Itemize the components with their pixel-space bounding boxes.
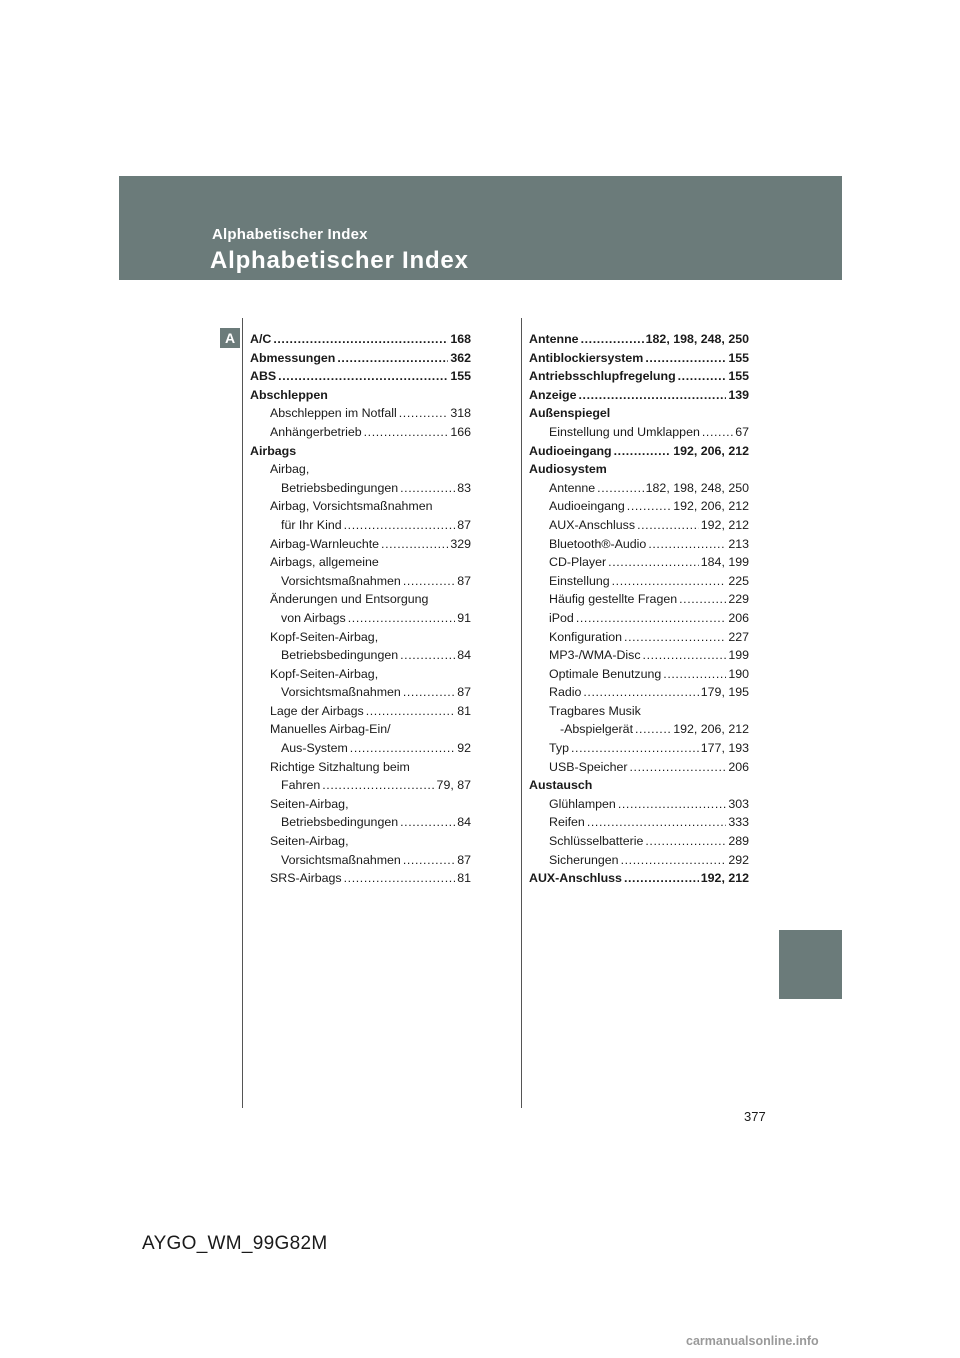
entry-label: AUX-Anschluss [529,871,622,886]
index-subentry [250,553,471,572]
entry-label: Außenspiegel [529,406,611,421]
entry-label: Anzeige [529,387,577,402]
entry-label: Abschleppen im Notfall [270,406,397,421]
index-subentry [250,813,471,832]
index-subentry [250,423,471,442]
page-reference: 190 [728,666,749,681]
index-entry [250,442,471,461]
page-reference: 206 [728,759,749,774]
index-subentry [250,795,471,814]
page-reference: 166 [450,424,471,439]
entry-label: Betriebsbedingungen [281,648,399,663]
leader-dots [606,553,699,572]
index-subentry [529,832,749,851]
entry-label: Vorsichtsmaßnahmen [281,573,401,588]
page-reference: 192, 206, 212 [673,722,749,737]
index-column-left [250,330,471,888]
chapter-thumb-tab [779,930,842,999]
leader-dots [700,423,733,442]
page-reference: 229 [728,592,749,607]
entry-label: Lage der Airbags [270,703,364,718]
entry-label: A/C [250,332,272,346]
leader-dots [401,851,455,870]
entry-label: von Airbags [281,610,346,625]
leader-dots [320,776,434,795]
leader-dots [398,479,455,498]
page-reference: 329 [450,536,471,551]
index-subentry [250,516,471,535]
index-letter-badge: A [220,328,240,348]
page-reference: 92 [457,741,471,756]
leader-dots [661,665,726,684]
index-entry [529,869,749,888]
index-subentry [529,572,749,591]
index-subentry [529,758,749,777]
entry-label: Glühlampen [549,796,616,811]
index-entry [250,367,471,386]
leader-dots [397,404,449,423]
page-reference: 206 [728,610,749,625]
index-entry [529,460,749,479]
index-subentry [529,646,749,665]
page-title: Alphabetischer Index [210,247,469,274]
index-subentry [250,535,471,554]
entry-label: Aus-System [281,741,348,756]
index-subentry [250,479,471,498]
entry-label: Richtige Sitzhaltung beim [270,759,410,774]
leader-dots [569,739,699,758]
leader-dots [646,535,726,554]
leader-dots [346,609,455,628]
page-reference: 83 [457,480,471,495]
leader-dots [574,609,727,628]
page-reference: 227 [728,629,749,644]
entry-label: Austausch [529,778,593,793]
document-code: AYGO_WM_99G82M [142,1233,328,1254]
page-reference: 192, 206, 212 [673,499,749,514]
section-title: Alphabetischer Index [212,226,368,243]
page-reference: 292 [728,852,749,867]
page-reference: 155 [728,369,749,384]
page-reference: 168 [450,332,471,346]
index-subentry [529,590,749,609]
watermark: carmanualsonline.info [686,1334,819,1348]
page-reference: 318 [450,406,471,421]
index-subentry [529,702,749,721]
page-reference: 303 [728,796,749,811]
index-subentry [250,758,471,777]
page-reference: 155 [450,369,471,384]
leader-dots [271,330,448,349]
page-reference: 81 [457,871,471,886]
entry-label: Airbag-Warnleuchte [270,536,380,551]
entry-label: Betriebsbedingungen [281,815,399,830]
entry-label: Häufig gestellte Fragen [549,592,678,607]
leader-dots [579,330,644,349]
leader-dots [398,646,455,665]
leader-dots [364,702,456,721]
index-subentry [529,423,749,442]
page-reference: 182, 198, 248, 250 [645,480,749,495]
leader-dots [616,795,727,814]
entry-label: Antriebsschlupfregelung [529,369,676,384]
entry-label: Airbags [250,443,297,458]
entry-label: Seiten-Airbag, [270,834,349,849]
page-reference: 84 [457,815,471,830]
entry-label: Airbag, [270,462,310,477]
page-reference: 81 [457,703,471,718]
leader-dots [628,758,727,777]
entry-label: Optimale Benutzung [549,666,662,681]
index-subentry [250,720,471,739]
entry-label: Audioeingang [529,443,612,458]
leader-dots [622,869,699,888]
entry-label: Sicherungen [549,852,619,867]
index-subentry [250,702,471,721]
index-subentry [250,832,471,851]
entry-label: Änderungen und Entsorgung [270,592,429,607]
entry-label: -Abspielgerät [560,722,634,737]
index-subentry [250,628,471,647]
leader-dots [362,423,449,442]
page-reference: 225 [728,573,749,588]
page-reference: 84 [457,648,471,663]
entry-label: Airbag, Vorsichtsmaßnahmen [270,499,433,514]
index-subentry [250,404,471,423]
index-subentry [250,776,471,795]
page-reference: 184, 199 [700,555,749,570]
entry-label: Abmessungen [250,350,336,365]
index-subentry [529,795,749,814]
index-entry [250,386,471,405]
leader-dots [610,572,727,591]
leader-dots [643,349,726,368]
page-reference: 182, 198, 248, 250 [645,332,749,346]
index-entry [529,367,749,386]
leader-dots [677,590,726,609]
leader-dots [641,646,727,665]
leader-dots [633,720,671,739]
page-reference: 155 [728,350,749,365]
page-reference: 87 [457,852,471,867]
index-subentry [529,851,749,870]
index-subentry [529,739,749,758]
leader-dots [276,367,448,386]
entry-label: Schlüsselbatterie [549,834,644,849]
leader-dots [585,813,726,832]
leader-dots [577,386,727,405]
leader-dots [401,683,455,702]
entry-label: Abschleppen [250,387,328,402]
page-reference: 79, 87 [436,778,471,793]
entry-label: Airbags, allgemeine [270,555,379,570]
leader-dots [335,349,448,368]
entry-label: Kopf-Seiten-Airbag, [270,629,379,644]
index-subentry [529,516,749,535]
entry-label: Seiten-Airbag, [270,796,349,811]
page-reference: 362 [450,350,471,365]
leader-dots [398,813,455,832]
index-subentry [250,683,471,702]
entry-label: iPod [549,610,574,625]
page-number: 377 [744,1109,766,1124]
page-reference: 199 [728,648,749,663]
index-subentry [529,553,749,572]
entry-label: Reifen [549,815,585,830]
leader-dots [581,683,698,702]
index-subentry [250,590,471,609]
entry-label: Einstellung [549,573,610,588]
leader-dots [612,442,672,461]
index-entry [529,776,749,795]
leader-dots [625,497,671,516]
entry-label: ABS [250,369,277,384]
index-subentry [250,665,471,684]
page-reference: 192, 212 [700,871,749,886]
entry-label: MP3-/WMA-Disc [549,648,641,663]
page-reference: 139 [728,387,749,402]
page-reference: 192, 206, 212 [673,443,749,458]
entry-label: Antenne [529,332,579,346]
page-reference: 87 [457,573,471,588]
page-reference: 192, 212 [700,517,749,532]
index-entry [529,349,749,368]
entry-label: Manuelles Airbag-Ein/ [270,722,391,737]
page-reference: 67 [735,424,749,439]
index-entry [529,386,749,405]
page-reference: 87 [457,685,471,700]
entry-label: für Ihr Kind [281,517,342,532]
entry-label: Einstellung und Umklappen [549,424,700,439]
page-reference: 333 [728,815,749,830]
leader-dots [676,367,727,386]
entry-label: Vorsichtsmaßnahmen [281,685,401,700]
index-subentry [529,683,749,702]
leader-dots [622,628,726,647]
index-subentry [250,869,471,888]
entry-label: Antiblockiersystem [529,350,644,365]
entry-label: Fahren [281,778,321,793]
entry-label: Typ [549,741,569,756]
page-reference: 177, 193 [700,741,749,756]
page-reference: 179, 195 [700,685,749,700]
index-subentry [250,609,471,628]
entry-label: CD-Player [549,555,607,570]
leader-dots [619,851,727,870]
index-entry [529,442,749,461]
leader-dots [635,516,699,535]
leader-dots [595,479,643,498]
entry-label: Betriebsbedingungen [281,480,399,495]
entry-label: AUX-Anschluss [549,517,636,532]
index-entry [529,404,749,423]
index-subentry [250,739,471,758]
index-subentry [250,646,471,665]
entry-label: SRS-Airbags [270,871,342,886]
column-divider-left [242,318,243,1108]
column-divider-middle [521,318,522,1108]
leader-dots [342,516,456,535]
entry-label: Radio [549,685,582,700]
leader-dots [379,535,448,554]
index-entry [250,330,471,349]
index-subentry [529,665,749,684]
index-entry [529,330,749,349]
leader-dots [401,572,455,591]
index-subentry [250,460,471,479]
page-reference: 213 [728,536,749,551]
entry-label: Tragbares Musik [549,703,641,718]
index-subentry [529,479,749,498]
page-reference: 289 [728,834,749,849]
entry-label: Bluetooth®-Audio [549,536,647,551]
index-subentry [250,497,471,516]
index-subentry [250,572,471,591]
index-subentry [529,609,749,628]
index-subentry [529,497,749,516]
index-subentry [529,628,749,647]
index-subentry [529,813,749,832]
page-reference: 87 [457,517,471,532]
index-subentry [529,720,749,739]
entry-label: USB-Speicher [549,759,628,774]
entry-label: Konfiguration [549,629,623,644]
entry-label: Audiosystem [529,462,607,477]
entry-label: Antenne [549,480,596,495]
entry-label: Audioeingang [549,499,625,514]
entry-label: Anhängerbetrieb [270,424,362,439]
page-reference: 91 [457,610,471,625]
leader-dots [348,739,455,758]
entry-label: Vorsichtsmaßnahmen [281,852,401,867]
index-entry [250,349,471,368]
index-column-right [529,330,749,888]
index-subentry [250,851,471,870]
index-subentry [529,535,749,554]
leader-dots [643,832,726,851]
leader-dots [342,869,456,888]
entry-label: Kopf-Seiten-Airbag, [270,666,379,681]
